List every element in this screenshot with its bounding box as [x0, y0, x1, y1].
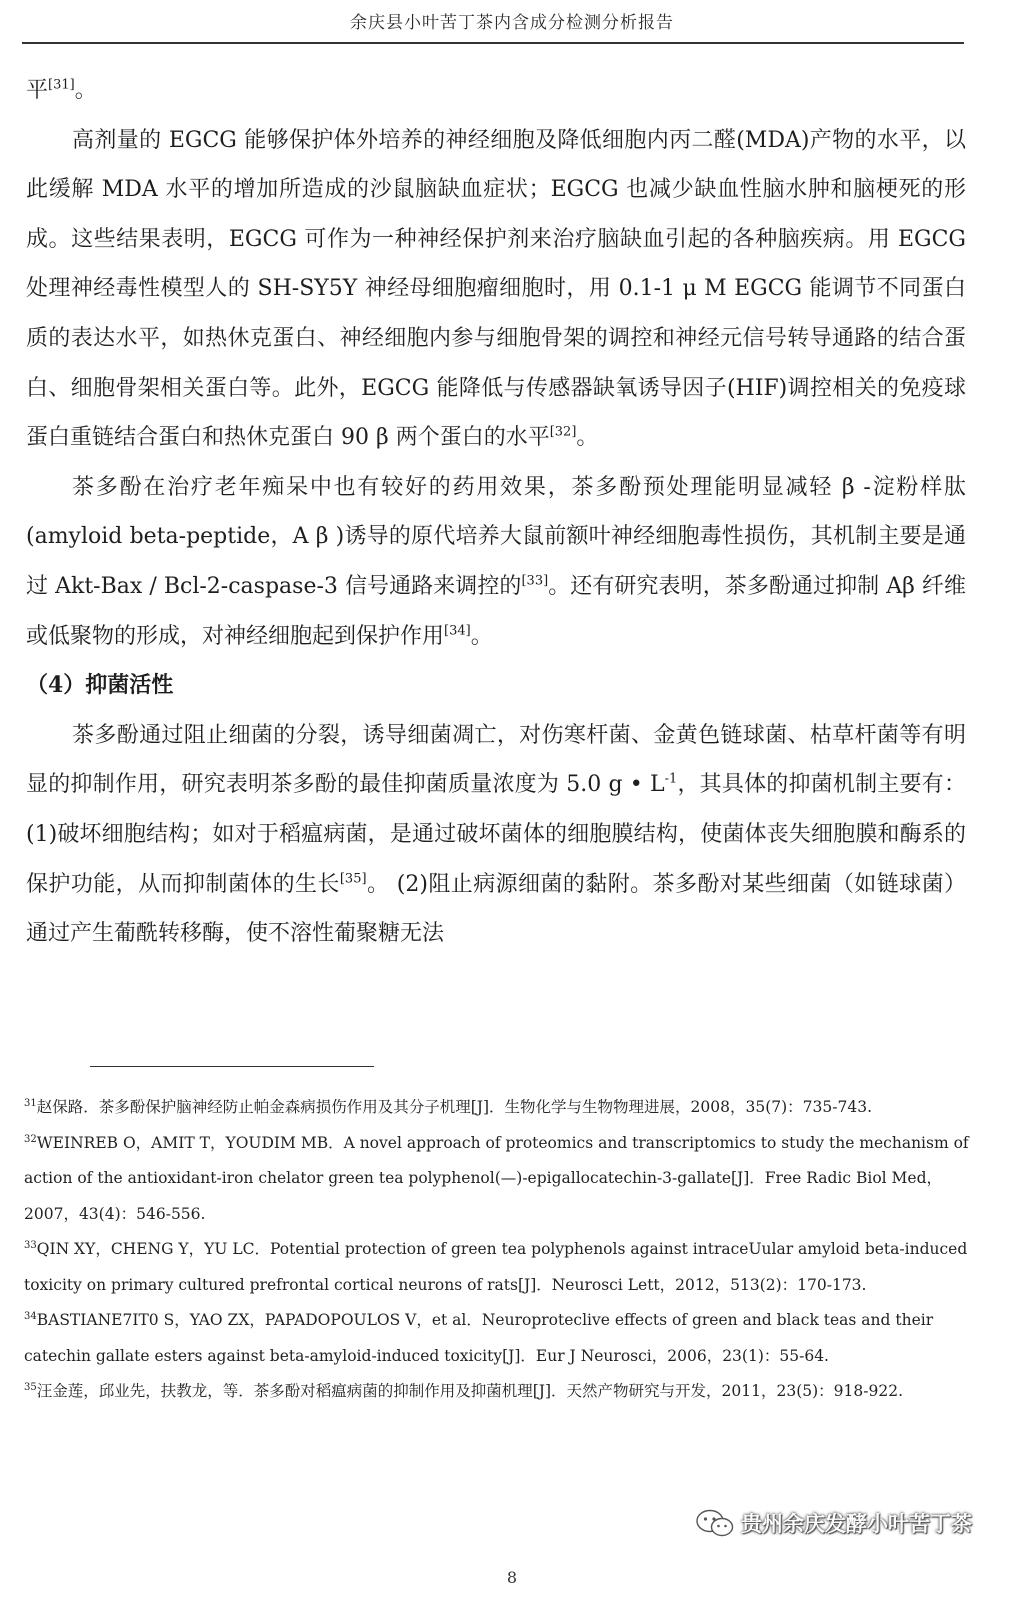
body-text: [26, 66, 966, 959]
page-number: 8: [506, 1568, 518, 1587]
footnote-33: $^{33}$QIN XY，CHENG Y，YU LC．Potential protection of green tea polyphenols against intraceUular amyloid beta-induced toxicity on primary cultured prefrontal cortical neurons of rats[J]．Neurosci Lett，2012，513(2)：170-173.: [24, 1239, 968, 1294]
footnotes: [24, 1090, 969, 1410]
unit-exponent: -1: [664, 771, 678, 787]
paragraph-0: 平[31]。: [26, 77, 97, 103]
footnote-32: $^{32}$WEINREB O，AMIT T，YOUDIM MB．A novel approach of proteomics and transcriptomics to study the mechanism of action of the antioxidant-iron chelator green tea polyphenol(—)-epigallocatechin-3-gallate[J]．Free Radic Biol Med，2007，43(4)：546-556.: [24, 1133, 969, 1223]
citation-34: [34]: [444, 623, 471, 639]
watermark-text: 贵州余庆发酵小叶苦丁茶: [741, 1512, 972, 1536]
wechat-icon: [695, 1508, 735, 1538]
header-rule: [22, 42, 964, 44]
citation-35: [35]: [339, 871, 367, 887]
footnote-35: $^{35}$汪金莲，邱业先，扶教龙，等．茶多酚对稻瘟病菌的抑制作用及抑菌机理[J]．天然产物研究与开发，2011，23(5)：918-922.: [24, 1381, 904, 1400]
footnote-rule: [90, 1066, 374, 1067]
paragraph-2: 茶多酚在治疗老年痴呆中也有较好的药用效果，茶多酚预处理能明显减轻 β -淀粉样肽(amyloid beta-peptide，A β )诱导的原代培养大鼠前额叶神经细胞毒性损伤，其机制主要是通过 Akt-Bax / Bcl-2-caspase-3 信号通路来调控的[33]。还有研究表明，茶多酚通过抑制 Aβ 纤维或低聚物的形成，对神经细胞起到保护作用[34]。: [26, 474, 966, 649]
header-title: 余庆县小叶苦丁茶内含成分检测分析报告: [350, 13, 674, 33]
page-header: [0, 0, 1024, 44]
paragraph-3: 茶多酚通过阻止细菌的分裂，诱导细菌凋亡，对伤寒杆菌、金黄色链球菌、枯草杆菌等有明显的抑制作用，研究表明茶多酚的最佳抑菌质量浓度为 5.0 g • $L^{-1}$，其具体的抑菌机制主要有：(1)破坏细胞结构；如对于稻瘟病菌，是通过破坏菌体的细胞膜结构，使菌体丧失细胞膜和酶系的保护功能，从而抑制菌体的生长[35]。 (2)阻止病源细菌的黏附。茶多酚对某些细菌（如链球菌）通过产生葡酰转移酶，使不溶性葡聚糖无法: [26, 722, 966, 947]
citation-32: [32]: [549, 424, 577, 440]
paragraph-1: 高剂量的 EGCG 能够保护体外培养的神经细胞及降低细胞内丙二醛(MDA)产物的水平，以此缓解 MDA 水平的增加所造成的沙鼠脑缺血症状；EGCG 也减少缺血性脑水肿和脑梗死的形成。这些结果表明，EGCG 可作为一种神经保护剂来治疗脑缺血引起的各种脑疾病。用 EGCG 处理神经毒性模型人的 SH-SY5Y 神经母细胞瘤细胞时，用 0.1-1 μ M EGCG 能调节不同蛋白质的表达水平，如热休克蛋白、神经细胞内参与细胞骨架的调控和神经元信号转导通路的结合蛋白、细胞骨架相关蛋白等。此外，EGCG 能降低与传感器缺氧诱导因子(HIF)调控相关的免疫球蛋白重链结合蛋白和热休克蛋白 90 β 两个蛋白的水平[32]。: [26, 127, 966, 451]
citation-33: [33]: [521, 573, 549, 589]
citation-31: [31]: [48, 77, 75, 93]
footnote-31: $^{31}$赵保路．茶多酚保护脑神经防止帕金森病损伤作用及其分子机理[J]．生物化学与生物物理进展，2008，35(7)：735-743.: [24, 1097, 873, 1116]
footnote-34: $^{34}$BASTIANE7IT0 S，YAO ZX，PAPADOPOULOS V，et al．Neuroproteclive effects of green and black teas and their catechin gallate esters against beta-amyloid-induced toxicity[J]．Eur J Neurosci，2006，23(1)：55-64.: [24, 1310, 934, 1365]
watermark: [695, 1508, 972, 1538]
section-heading: （4）抑菌活性: [26, 672, 174, 699]
